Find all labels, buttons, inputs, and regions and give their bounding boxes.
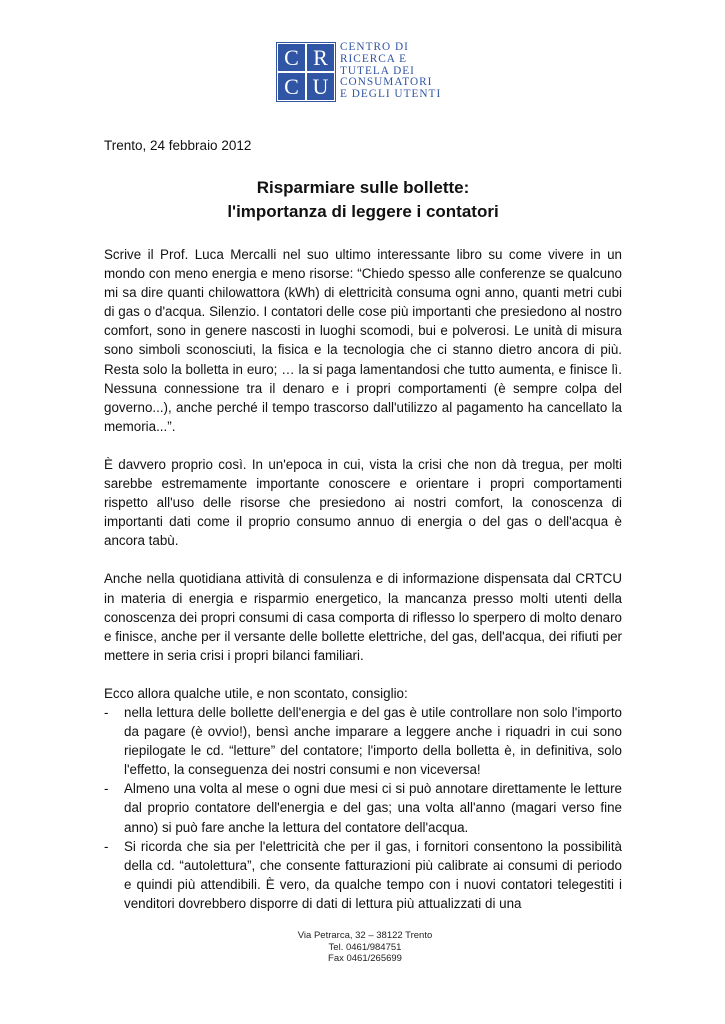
paragraph: È davvero proprio così. In un'epoca in cui, vista la crisi che non dà tregua, per molti sarebbe estremamente importante conoscere e orientare i propri comportamenti rispetto all'uso delle risorse che presiedono ai nostri comfort, la conoscenza di importanti dati come il proprio consumo annuo di energia o del gas o dell'acqua è ancora tabù.	[104, 456, 622, 549]
bullet-dash: -	[104, 838, 109, 854]
list-item-text: Si ricorda che sia per l'elettricità che per il gas, i fornitori consentono la possibilità della cd. “autolettura”, che consente fatturazioni più calibrate ai consumi di periodo e quindi più attendibili. È vero, da qualche tempo con i nuovi contatori telegestiti i venditori dovrebbero disporre di dati di lettura più attualizzati di una	[124, 838, 622, 911]
logo-cell: R	[307, 44, 334, 71]
document-date: Trento, 24 febbraio 2012	[104, 138, 252, 153]
logo-cell: C	[278, 44, 305, 71]
logo-cell: U	[307, 73, 334, 100]
logo-line: RICERCA E	[340, 52, 408, 65]
list-item	[104, 779, 622, 836]
logo-mark	[276, 42, 336, 102]
paragraph: Scrive il Prof. Luca Mercalli nel suo ultimo interessante libro su come vivere in un mondo con meno energia e meno risorse: “Chiedo spesso alle conferenze se qualcuno mi sa dire quanti chilowattora (kWh) di elettricità consuma ogni anno, quanti metri cubi di gas o d'acqua. Silenzio. I contatori delle cose più importanti che presiedono al nostro comfort, sono in genere nascosti in luoghi scomodi, bui e polverosi. Le unità di misura sono simboli sconosciuti, la fisica e la tecnologia che ci stanno dietro ancora di più. Resta solo la bolletta in euro; … la si paga lamentandosi che tutto aumenta, e finisce lì. Nessuna connessione tra il denaro e i propri comportamenti (è sempre colpa del governo...), anche perché il tempo trascorso dall'utilizzo al pagamento ha cancellato la memoria...”.	[104, 247, 622, 434]
tips-list	[104, 703, 622, 913]
logo-line: CENTRO DI	[340, 41, 409, 53]
list-item-text: Almeno una volta al mese o ogni due mesi ci si può annotare direttamente le letture dal proprio contatore dell'energia e del gas; una volta all'anno (magari verso fine anno) si può fare anche la lettura del contatore dell'acqua.	[124, 781, 622, 835]
footer-address: Via Petrarca, 32 – 38122 Trento	[297, 930, 433, 941]
list-item	[104, 703, 622, 779]
logo-line: CONSUMATORI	[340, 76, 433, 89]
crtcu-logo	[276, 42, 446, 104]
logo-line: TUTELA DEI	[340, 64, 415, 77]
footer-tel: Tel. 0461/984751	[328, 941, 402, 953]
logo-line: E DEGLI UTENTI	[340, 88, 442, 101]
list-item-text: nella lettura delle bollette dell'energia e del gas è utile controllare non solo l'importo da pagare (è ovvio!), bensì anche imparare a leggere anche i riquadri in cui sono riepilogate le cd. “letture” del contatore; l'importo della bolletta è, in definitiva, solo l'effetto, la conseguenza dei nostri consumi e non viceversa!	[124, 704, 622, 778]
paragraph: Ecco allora qualche utile, e non scontato, consiglio:	[104, 685, 408, 701]
footer-fax: Fax 0461/265699	[328, 953, 402, 964]
list-item	[104, 837, 622, 913]
title-line-1: Risparmiare sulle bollette:	[256, 178, 470, 197]
bullet-dash: -	[104, 781, 109, 797]
page-footer	[250, 930, 480, 965]
logo-cell: C	[278, 73, 305, 100]
title-line-2: l'importanza di leggere i contatori	[227, 202, 499, 221]
paragraph: Anche nella quotidiana attività di consulenza e di informazione dispensata dal CRTCU in materia di energia e risparmio energetico, la mancanza presso molti utenti della conoscenza dei propri consumi di casa comporta di riflesso lo sperpero di molto denaro e finisce, anche per il versante delle bollette elettriche, del gas, dell'acqua, dei rifiuti per mettere in seria crisi i propri bilanci familiari.	[104, 571, 622, 663]
document-title	[104, 176, 622, 224]
bullet-dash: -	[104, 704, 109, 720]
logo-wordmark	[340, 42, 441, 101]
document-body	[104, 245, 622, 913]
